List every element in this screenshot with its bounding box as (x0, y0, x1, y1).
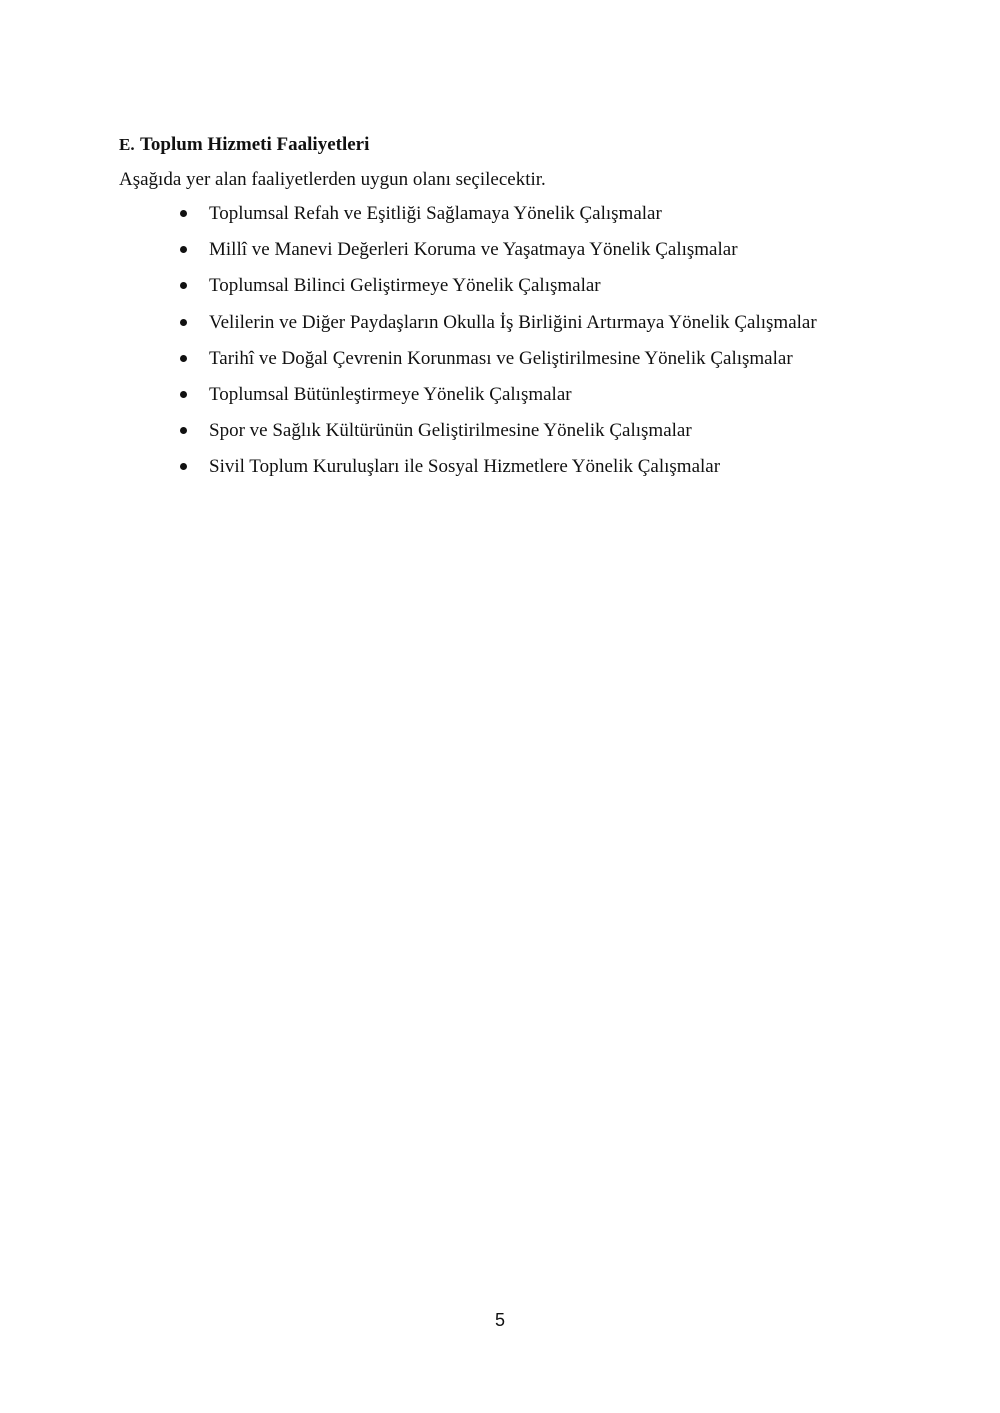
bullet-icon (180, 210, 187, 217)
list-item-text: Millî ve Manevi Değerleri Koruma ve Yaşatmaya Yönelik Çalışmalar (209, 239, 738, 261)
list-item-text: Toplumsal Bilinci Geliştirmeye Yönelik Çalışmalar (209, 275, 601, 297)
list-item-text: Sivil Toplum Kuruluşları ile Sosyal Hizmetlere Yönelik Çalışmalar (209, 456, 721, 478)
bullet-icon (180, 427, 187, 434)
bullet-icon (180, 246, 187, 253)
bullet-icon (180, 319, 187, 326)
list-item-text: Spor ve Sağlık Kültürünün Geliştirilmesine Yönelik Çalışmalar (209, 420, 692, 442)
page-number: 5 (494, 1310, 505, 1330)
bullet-icon (180, 355, 187, 362)
intro-text: Aşağıda yer alan faaliyetlerden uygun olanı seçilecektir. (119, 169, 546, 190)
section-heading (119, 133, 369, 157)
list-item-text: Tarihî ve Doğal Çevrenin Korunması ve Geliştirilmesine Yönelik Çalışmalar (209, 347, 793, 369)
bullet-icon (180, 391, 187, 398)
bullet-icon (180, 463, 187, 470)
list-item-text: Toplumsal Refah ve Eşitliği Sağlamaya Yönelik Çalışmalar (209, 203, 662, 224)
list-item-text: Toplumsal Bütünleştirmeye Yönelik Çalışmalar (209, 383, 572, 405)
section-letter: E. (119, 135, 135, 154)
section-title: Toplum Hizmeti Faaliyetleri (140, 134, 370, 155)
list-item-text: Velilerin ve Diğer Paydaşların Okulla İş Birliğini Artırmaya Yönelik Çalışmalar (209, 311, 817, 333)
bullet-icon (180, 282, 187, 289)
